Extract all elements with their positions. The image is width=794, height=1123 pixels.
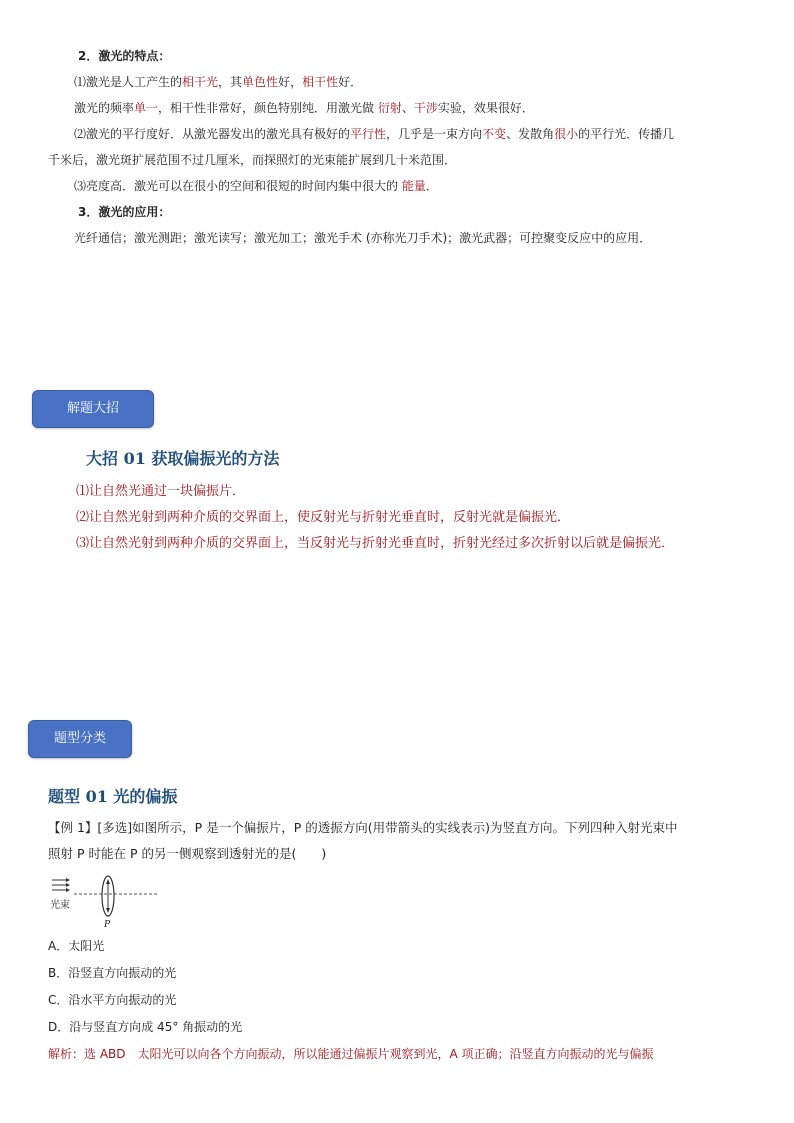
- text: ⑴激光是人工产生的: [74, 75, 183, 89]
- text: ，几乎是一束方向: [386, 127, 483, 141]
- option-b: B．沿竖直方向振动的光: [48, 966, 177, 980]
- laser-point-2b: 千米后，激光斑扩展范围不过几厘米，而探照灯的光束能扩展到几十米范围．: [48, 153, 457, 167]
- keyword: 能量: [401, 179, 426, 193]
- example-question-line-2: 照射 P 时能在 P 的另一侧观察到透射光的是( ): [48, 846, 327, 861]
- keyword: 平行性: [350, 127, 387, 141]
- section-title-tips: 大招 01 获取偏振光的方法: [86, 449, 280, 468]
- solution-label: 解析：选 ABD: [48, 1047, 126, 1061]
- laser-point-1b: [74, 100, 534, 116]
- keyword: 不变: [482, 127, 507, 141]
- text: ⑵激光的平行度好．从激光器发出的激光具有极好的: [74, 127, 351, 141]
- text: 好，: [278, 75, 303, 89]
- keyword: 相干性: [302, 75, 339, 89]
- text: 的平行光．传播几: [578, 127, 675, 141]
- laser-applications-heading: 3．激光的应用：: [78, 205, 171, 219]
- section-title-types: 题型 01 光的偏振: [48, 787, 178, 806]
- laser-applications-text: 光纤通信；激光测距；激光读写；激光加工；激光手术 (亦称光刀手术)；激光武器；可控聚变反应中的应用．: [74, 231, 652, 245]
- text: 、: [401, 101, 414, 115]
- beam-arrowhead-1: [66, 878, 70, 882]
- polarizer-axis-arrow-up: [106, 879, 110, 884]
- keyword: 干涉: [413, 101, 438, 115]
- option-a: A．太阳光: [48, 939, 105, 953]
- tips-item-3: ⑶让自然光射到两种介质的交界面上，当反射光与折射光垂直时，折射光经过多次折射以后就是偏振光．: [76, 536, 675, 551]
- tips-item-2: ⑵让自然光射到两种介质的交界面上，使反射光与折射光垂直时，反射光就是偏振光．: [76, 510, 571, 525]
- solution-text: 太阳光可以向各个方向振动，所以能通过偏振片观察到光，A 项正确；沿竖直方向振动的光与偏振: [125, 1047, 654, 1061]
- beam-label: 光束: [50, 900, 70, 911]
- text: 实验，效果很好．: [437, 101, 534, 115]
- text: 激光的频率: [74, 101, 135, 115]
- text: ，其: [218, 75, 243, 89]
- text: ，相干性非常好，颜色特别纯．用激光做: [158, 101, 378, 115]
- solution: [48, 1046, 654, 1062]
- keyword: 单一: [134, 101, 159, 115]
- text: ．: [425, 179, 438, 193]
- polarizer-axis-arrow-down: [106, 908, 110, 913]
- beam-arrowhead-2: [66, 883, 70, 887]
- polarizer-figure: [46, 870, 166, 930]
- laser-point-2: [74, 126, 674, 142]
- keyword: 衍射: [377, 101, 402, 115]
- beam-arrowhead-3: [66, 888, 70, 892]
- tips-item-1: ⑴让自然光通过一块偏振片．: [76, 484, 246, 499]
- section-badge-tips: 解题大招: [32, 390, 154, 428]
- keyword: 很小: [554, 127, 579, 141]
- polarizer-label: P: [104, 920, 111, 930]
- keyword: 单色性: [242, 75, 279, 89]
- section-badge-types: 题型分类: [28, 720, 132, 758]
- option-d: D．沿与竖直方向成 45° 角振动的光: [48, 1020, 243, 1034]
- laser-heading: 2．激光的特点：: [78, 49, 171, 63]
- text: 好．: [338, 75, 363, 89]
- option-c: C．沿水平方向振动的光: [48, 993, 177, 1007]
- laser-point-1: [74, 74, 362, 90]
- keyword: 相干光: [182, 75, 219, 89]
- text: 、发散角: [506, 127, 555, 141]
- text: ⑶亮度高．激光可以在很小的空间和很短的时间内集中很大的: [74, 179, 402, 193]
- laser-point-3: [74, 178, 438, 194]
- example-question-line-1: 【例 1】[多选]如图所示，P 是一个偏振片，P 的透振方向(用带箭头的实线表示)为竖直方向。下列四种入射光束中: [48, 820, 678, 835]
